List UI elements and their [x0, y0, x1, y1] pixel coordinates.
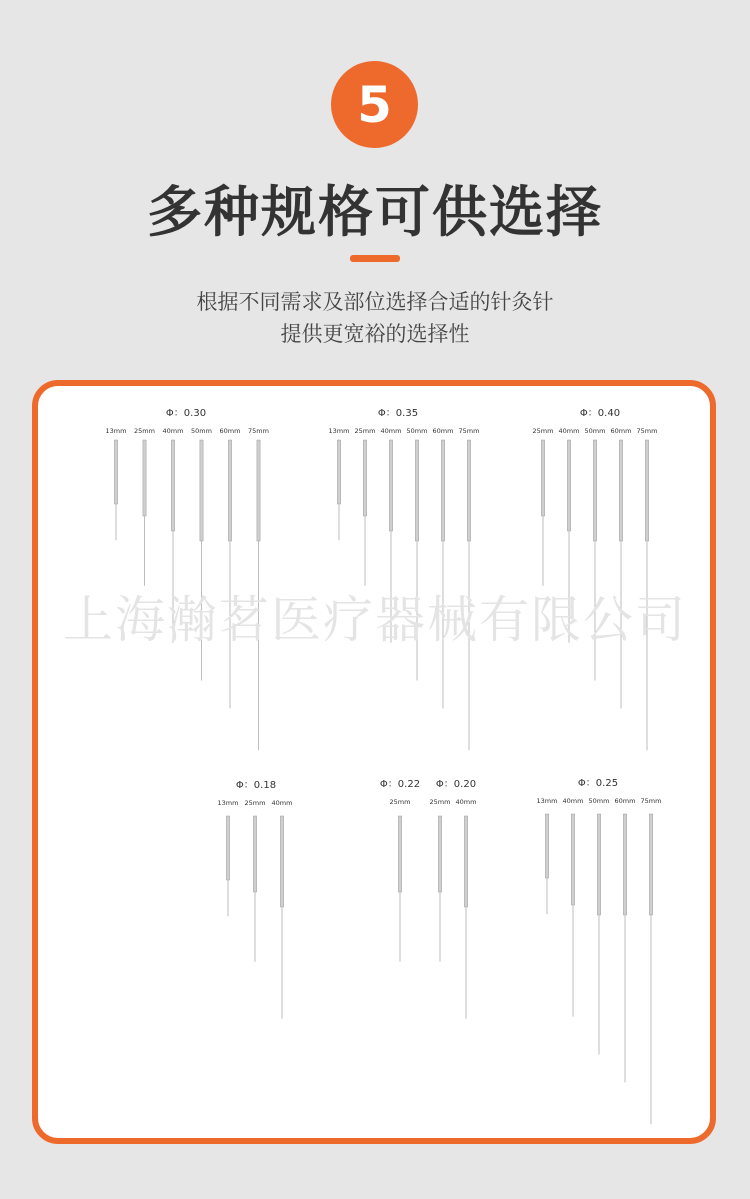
needle-handle: [619, 440, 622, 541]
needle-length-label: 13mm: [328, 427, 350, 435]
needle-length-label: 25mm: [532, 427, 554, 435]
needle-diameter-label: Φ：0.18: [235, 780, 277, 791]
needle-length-label: 75mm: [458, 427, 480, 435]
needle-handle: [571, 814, 574, 905]
needle-specs-figure: [38, 386, 710, 1138]
needle-diameter-label: Φ：0.25: [577, 778, 619, 789]
needle-handle: [143, 440, 146, 516]
step-number: 5: [357, 75, 392, 134]
needle-length-label: 13mm: [105, 427, 127, 435]
needle-diameter-label: Φ：0.35: [377, 408, 419, 419]
needle-handle: [363, 440, 366, 516]
needle-length-label: 25mm: [429, 798, 451, 806]
needle-handle: [226, 816, 229, 880]
needle-length-label: 60mm: [432, 427, 454, 435]
needle-length-label: 50mm: [191, 427, 212, 435]
needle-length-label: 25mm: [389, 798, 411, 806]
needle-length-label: 40mm: [162, 427, 184, 435]
needle-length-label: 50mm: [584, 427, 606, 435]
needle-diameter-label: Φ：0.40: [579, 408, 621, 419]
needle-handle: [200, 440, 203, 541]
needle-handle: [597, 814, 600, 915]
needle-handle: [171, 440, 174, 531]
needle-length-label: 25mm: [354, 427, 376, 435]
needle-spec-panel: [32, 380, 716, 1144]
needle-handle: [257, 440, 260, 541]
needle-length-label: 40mm: [562, 797, 584, 805]
step-number-badge: [331, 61, 418, 148]
needle-length-label: 40mm: [380, 427, 402, 435]
needle-length-label: 60mm: [614, 797, 636, 805]
needle-handle: [337, 440, 340, 504]
needle-handle: [280, 816, 283, 907]
needle-length-label: 50mm: [588, 797, 610, 805]
needle-length-label: 60mm: [219, 427, 241, 435]
needle-handle: [567, 440, 570, 531]
needle-length-label: 40mm: [558, 427, 580, 435]
needle-length-label: 75mm: [636, 427, 658, 435]
needle-length-label: 25mm: [244, 799, 266, 807]
needle-length-label: 40mm: [455, 798, 477, 806]
needle-handle: [441, 440, 444, 541]
company-watermark: 上海瀚茗医疗器械有限公司: [63, 591, 687, 649]
needle-length-label: 13mm: [217, 799, 239, 807]
needle-diameter-label: Φ：0.30: [165, 408, 207, 419]
needle-handle: [389, 440, 392, 531]
needle-length-label: 60mm: [610, 427, 632, 435]
needle-diameter-label: Φ：0.22: [379, 779, 421, 790]
subtitle-line-2: 提供更宽裕的选择性: [280, 322, 470, 346]
needle-handle: [114, 440, 117, 504]
needle-handle: [253, 816, 256, 892]
needle-handle: [464, 816, 467, 907]
needle-length-label: 40mm: [271, 799, 293, 807]
needle-handle: [645, 440, 648, 541]
needle-handle: [649, 814, 652, 915]
needle-length-label: 25mm: [134, 427, 155, 435]
needle-handle: [623, 814, 626, 915]
needle-handle: [467, 440, 470, 541]
page-title: 多种规格可供选择: [146, 180, 603, 244]
needle-diameter-label: Φ：0.20: [435, 779, 477, 790]
needle-handle: [541, 440, 544, 516]
needle-handle: [398, 816, 401, 892]
needle-length-label: 75mm: [640, 797, 662, 805]
needle-handle: [228, 440, 231, 541]
needle-handle: [545, 814, 548, 878]
needle-handle: [438, 816, 441, 892]
needle-handle: [415, 440, 418, 541]
needle-handle: [593, 440, 596, 541]
subtitle-line-1: 根据不同需求及部位选择合适的针灸针: [196, 290, 554, 314]
needle-length-label: 13mm: [536, 797, 558, 805]
needle-length-label: 75mm: [248, 427, 269, 435]
title-underline: [350, 255, 400, 262]
needle-length-label: 50mm: [406, 427, 428, 435]
